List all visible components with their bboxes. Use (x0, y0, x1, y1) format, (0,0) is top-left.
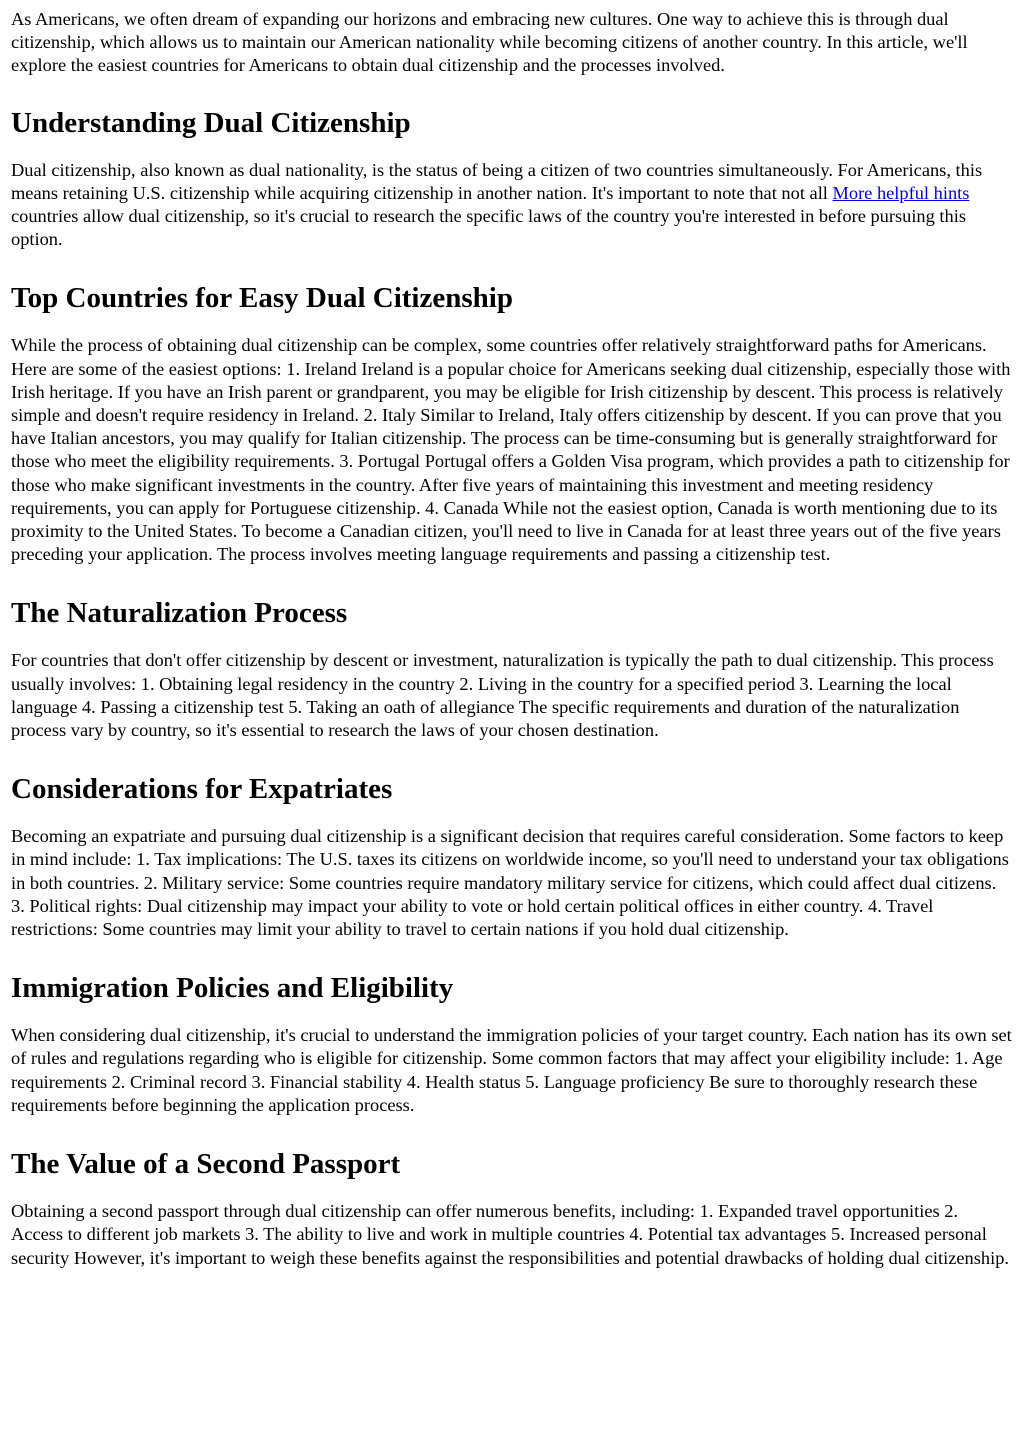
section-paragraph-top-countries: While the process of obtaining dual citizenship can be complex, some countries offer relatively straightforward paths for Americans. Here are some of the easiest options: 1. Ireland Ireland is a popular choice for Americans seeking dual citizenship, especially those with Irish heritage. If you have an Irish parent or grandparent, you may be eligible for Irish citizenship by descent. This process is relatively simple and doesn't require residency in Ireland. 2. Italy Similar to Ireland, Italy offers citizenship by descent. If you can prove that you have Italian ancestors, you may qualify for Italian citizenship. The process can be time-consuming but is generally straightforward for those who meet the eligibility requirements. 3. Portugal Portugal offers a Golden Visa program, which provides a path to citizenship for those who make significant investments in the country. After five years of maintaining this investment and meeting residency requirements, you can apply for Portuguese citizenship. 4. Canada While not the easiest option, Canada is worth mentioning due to its proximity to the United States. To become a Canadian citizen, you'll need to live in Canada for at least three years out of the five years preceding your application. The process involves meeting language requirements and passing a citizenship test. (11, 335, 1011, 565)
section-heading-naturalization: The Naturalization Process (11, 597, 348, 630)
intro-paragraph: As Americans, we often dream of expanding our horizons and embracing new cultures. One way to achieve this is through dual citizenship, which allows us to maintain our American nationality while becoming citizens of another country. In this article, we'll explore the easiest countries for Americans to obtain dual citizenship and the processes involved. (11, 9, 968, 76)
section-heading-expatriates: Considerations for Expatriates (11, 773, 393, 806)
section-heading-second-passport: The Value of a Second Passport (11, 1148, 401, 1181)
section-paragraph-understanding (11, 159, 1013, 252)
section-heading-immigration: Immigration Policies and Eligibility (11, 972, 454, 1005)
paragraph-text-after-link: countries allow dual citizenship, so it's crucial to research the specific laws of the country you're interested in before pursuing this option. (11, 206, 966, 250)
section-paragraph-second-passport: Obtaining a second passport through dual citizenship can offer numerous benefits, including: 1. Expanded travel opportunities 2. Access to different job markets 3. The ability to live and work in multiple countries 4. Potential tax advantages 5. Increased personal security However, it's important to weigh these benefits against the responsibilities and potential drawbacks of holding dual citizenship. (11, 1201, 1009, 1268)
section-paragraph-naturalization: For countries that don't offer citizenship by descent or investment, naturalization is typically the path to dual citizenship. This process usually involves: 1. Obtaining legal residency in the country 2. Living in the country for a specified period 3. Learning the local language 4. Passing a citizenship test 5. Taking an oath of allegiance The specific requirements and duration of the naturalization process vary by country, so it's essential to research the laws of your chosen destination. (11, 650, 994, 741)
section-paragraph-expatriates: Becoming an expatriate and pursuing dual citizenship is a significant decision that requires careful consideration. Some factors to keep in mind include: 1. Tax implications: The U.S. taxes its citizens on worldwide income, so you'll need to understand your tax obligations in both countries. 2. Military service: Some countries require mandatory military service for citizens, which could affect dual citizens. 3. Political rights: Dual citizenship may impact your ability to vote or hold certain political offices in either country. 4. Travel restrictions: Some countries may limit your ability to travel to certain nations if you hold dual citizenship. (11, 826, 1009, 940)
section-paragraph-immigration: When considering dual citizenship, it's crucial to understand the immigration policies of your target country. Each nation has its own set of rules and regulations regarding who is eligible for citizenship. Some common factors that may affect your eligibility include: 1. Age requirements 2. Criminal record 3. Financial stability 4. Health status 5. Language proficiency Be sure to thoroughly research these requirements before beginning the application process. (11, 1025, 1012, 1115)
paragraph-text-before-link: Dual citizenship, also known as dual nationality, is the status of being a citizen of two countries simultaneously. For Americans, this means retaining U.S. citizenship while acquiring citizenship in another nation. It's important to note that not all (11, 159, 983, 203)
more-helpful-hints-link[interactable]: More helpful hints (832, 182, 970, 203)
section-heading-top-countries: Top Countries for Easy Dual Citizenship (11, 282, 513, 315)
section-heading-understanding: Understanding Dual Citizenship (11, 106, 411, 139)
